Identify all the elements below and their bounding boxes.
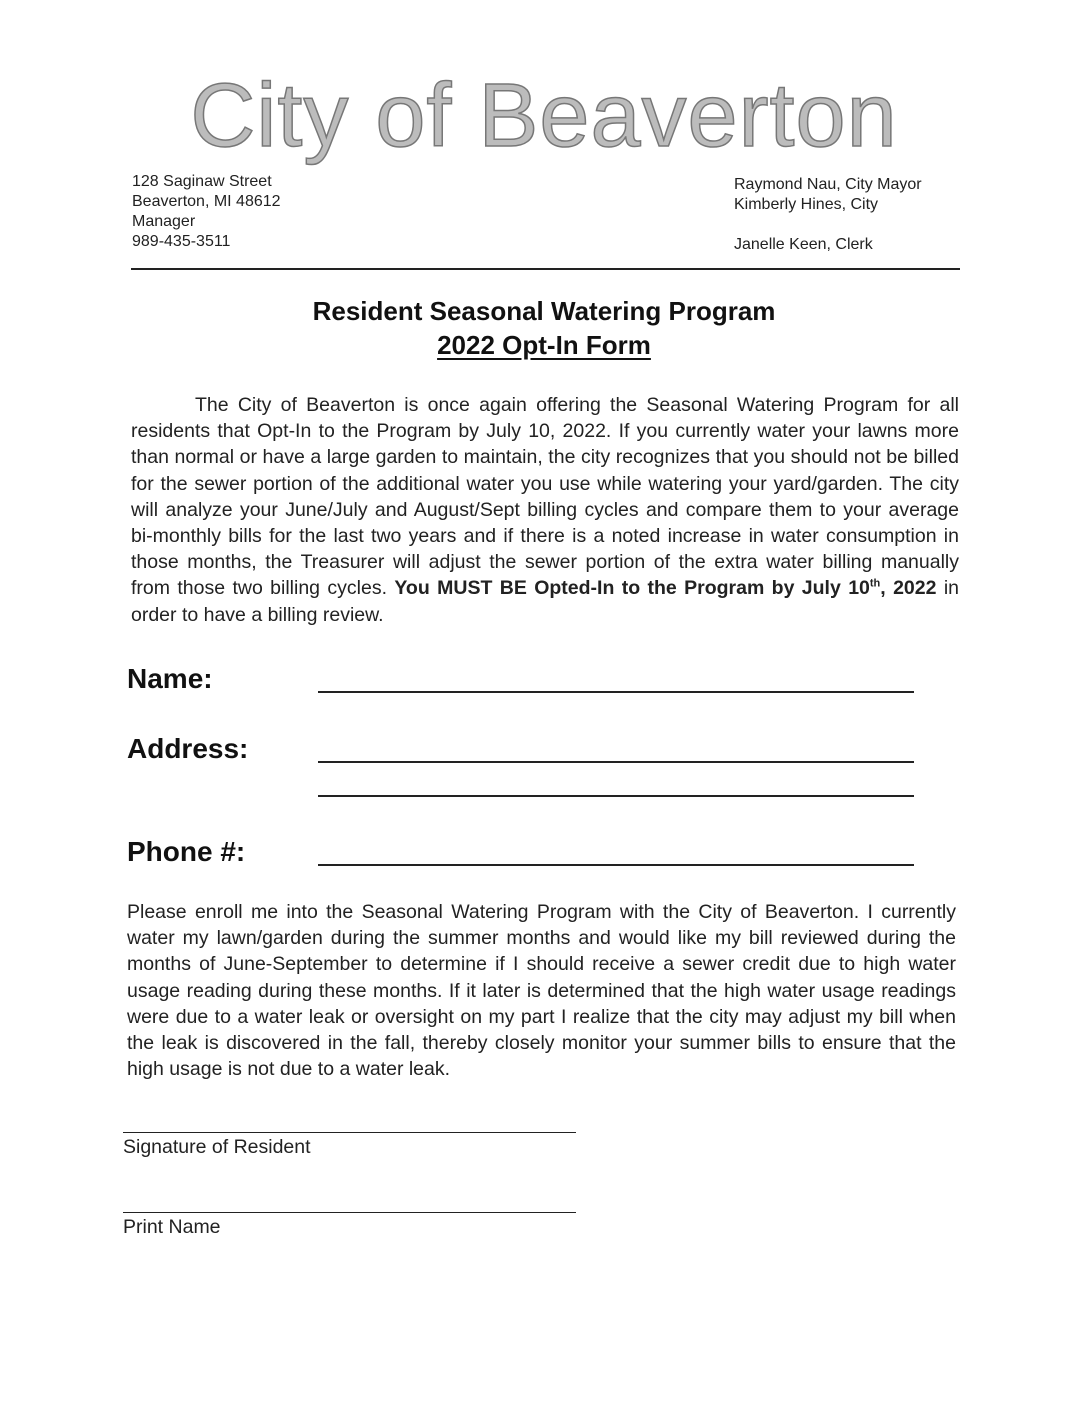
form-subheading: 2022 Opt-In Form xyxy=(437,330,651,360)
signature-label: Signature of Resident xyxy=(123,1136,311,1158)
name-field-line[interactable] xyxy=(318,691,914,693)
manager-name-line: Kimberly Hines, City xyxy=(734,196,879,213)
phone-label: Phone #: xyxy=(127,836,246,867)
signature-line[interactable] xyxy=(123,1132,576,1133)
address-label: Address: xyxy=(127,733,249,764)
address-field-line-2[interactable] xyxy=(318,795,914,797)
name-label: Name: xyxy=(127,663,213,694)
city-address-block xyxy=(132,172,281,252)
form-heading: Resident Seasonal Watering Program xyxy=(312,296,776,326)
header-divider xyxy=(131,268,960,270)
officials-block xyxy=(734,175,922,255)
clerk-line: Janelle Keen, Clerk xyxy=(734,236,873,253)
intro-paragraph xyxy=(131,392,959,628)
mayor-line: Raymond Nau, City Mayor xyxy=(734,176,922,193)
intro-tail: in order to have a billing review. xyxy=(131,577,960,626)
street-address: 128 Saginaw Street xyxy=(132,173,272,190)
address-field-line-1[interactable] xyxy=(318,761,914,763)
city-state-zip: Beaverton, MI 48612 xyxy=(132,193,281,210)
enrollment-statement: Please enroll me into the Seasonal Watering Program with the City of Beaverton. I currently water my lawn/garden during the summer months and would like my bill reviewed during the months of June-September to determine if I should receive a sewer credit due to high water usage reading during these months. If it later is determined that the high water usage readings were due to a water leak or oversight on my part I realize that the city may adjust my bill when the leak is discovered in the fall, thereby closely monitor your summer bills to ensure that the high usage is not due to a water leak. xyxy=(127,901,956,1081)
city-title: City of Beaverton xyxy=(190,66,898,166)
intro-text: The City of Beaverton is once again offering the Seasonal Watering Program for all residents that Opt-In to the Program by July 10, 2022. If you currently water your lawns more than normal or have a large garden to maintain, the city recognizes that you should not be billed for the sewer portion of the additional water you use while watering your yard/garden. The city will analyze your June/July and August/Sept billing cycles and compare them to your average bi-monthly bills for the last two years and if there is a noted increase in water consumption in those months, the Treasurer will adjust the sewer portion of the extra water billing manually from those two billing cycles. xyxy=(131,394,959,600)
deadline-notice: You MUST BE Opted-In to the Program by July 10th, 2022 xyxy=(394,577,937,600)
phone-field-line[interactable] xyxy=(318,864,914,866)
print-name-line[interactable] xyxy=(123,1212,576,1213)
manager-line: Manager xyxy=(132,213,196,230)
print-name-label: Print Name xyxy=(123,1216,221,1238)
phone-number: 989-435-3511 xyxy=(132,233,231,250)
